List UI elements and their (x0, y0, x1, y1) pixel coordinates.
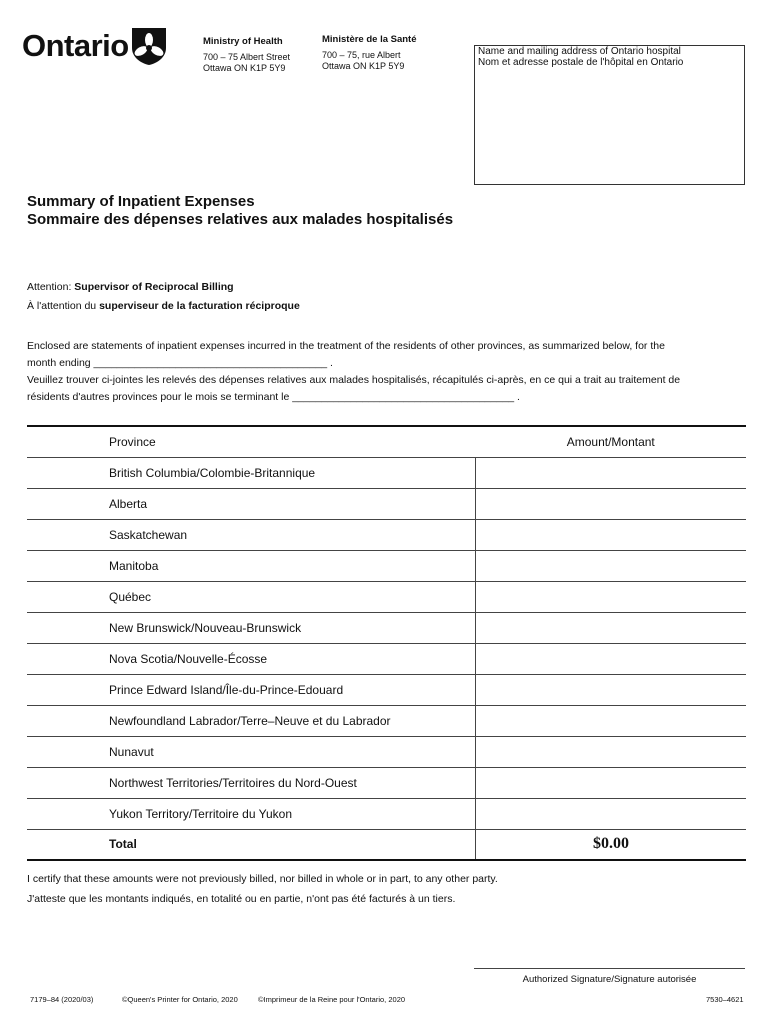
ministry-en-block (203, 36, 290, 74)
table-row (27, 519, 746, 550)
total-value: $0.00 (476, 829, 747, 860)
body-en-line1: Enclosed are statements of inpatient expenses incurred in the treatment of the residents of other provinces, as summarized below, for the (27, 340, 665, 352)
attention-en-prefix: Attention: (27, 281, 75, 293)
ministry-fr-address-1: 700 – 75, rue Albert (322, 50, 401, 60)
table-row (27, 488, 746, 519)
table-row (27, 736, 746, 767)
table-row (27, 674, 746, 705)
amount-field[interactable] (476, 488, 747, 519)
province-label: Nova Scotia/Nouvelle-Écosse (27, 643, 476, 674)
trillium-logo-icon (128, 24, 170, 66)
province-label: Québec (27, 581, 476, 612)
province-label: British Columbia/Colombie-Britannique (27, 457, 476, 488)
amount-field[interactable] (476, 674, 747, 705)
province-label: Northwest Territories/Territoires du Nord-Ouest (27, 767, 476, 798)
amount-field[interactable] (476, 705, 747, 736)
address-box-label-fr: Nom et adresse postale de l'hôpital en Ontario (478, 57, 684, 68)
table-row (27, 550, 746, 581)
table-row (27, 705, 746, 736)
body-text-fr (27, 372, 743, 406)
amount-field[interactable] (476, 519, 747, 550)
month-end-field-fr[interactable]: résidents d'autres provinces pour le mois se terminant le ______________________________________ . (27, 391, 520, 403)
amount-field[interactable] (476, 457, 747, 488)
province-label: Nunavut (27, 736, 476, 767)
table-row (27, 612, 746, 643)
province-label: Alberta (27, 488, 476, 519)
province-label: Yukon Territory/Territoire du Yukon (27, 798, 476, 829)
form-title (27, 193, 453, 229)
signature-label: Authorized Signature/Signature autorisée (522, 974, 697, 985)
province-label: New Brunswick/Nouveau-Brunswick (27, 612, 476, 643)
title-en: Summary of Inpatient Expenses (27, 193, 255, 210)
amount-field[interactable] (476, 581, 747, 612)
attention-en-bold: Supervisor of Reciprocal Billing (74, 281, 234, 293)
ministry-fr-name: Ministère de la Santé (322, 34, 417, 45)
table-row (27, 798, 746, 829)
form-number: 7179–84 (2020/03) (30, 995, 94, 1004)
amount-field[interactable] (476, 550, 747, 581)
certification-en: I certify that these amounts were not previously billed, nor billed in whole or in part, to any other party. (27, 873, 498, 885)
amount-field[interactable] (476, 767, 747, 798)
col-header-province: Province (109, 434, 156, 449)
table-row (27, 767, 746, 798)
table-row (27, 643, 746, 674)
copyright-en: ©Queen's Printer for Ontario, 2020 (122, 995, 238, 1004)
table-header-row (27, 426, 746, 457)
form-code: 7530–4621 (706, 995, 744, 1004)
table-row (27, 457, 746, 488)
province-amount-table (27, 425, 746, 861)
ontario-logo-text: Ontario (22, 28, 129, 63)
signature-field[interactable] (474, 968, 745, 969)
attention-fr-bold: superviseur de la facturation réciproque (99, 300, 300, 312)
amount-field[interactable] (476, 736, 747, 767)
table-row (27, 581, 746, 612)
attention-fr (27, 300, 300, 312)
attention-en (27, 281, 234, 293)
ministry-fr-block (322, 34, 417, 72)
amount-field[interactable] (476, 612, 747, 643)
col-header-amount: Amount/Montant (566, 434, 655, 449)
province-label: Manitoba (27, 550, 476, 581)
ministry-en-address-1: 700 – 75 Albert Street (203, 52, 291, 62)
body-fr-line1: Veuillez trouver ci-jointes les relevés des dépenses relatives aux malades hospitalisés, récapitulés ci-après, en ce qui a trait au traitement de (27, 374, 681, 386)
province-label: Prince Edward Island/Île-du-Prince-Edouard (27, 674, 476, 705)
ministry-en-name: Ministry of Health (203, 36, 283, 47)
address-box-label-en: Name and mailing address of Ontario hospital (478, 46, 681, 57)
amount-field[interactable] (476, 643, 747, 674)
amount-field[interactable] (476, 798, 747, 829)
hospital-address-box[interactable] (474, 45, 745, 185)
attention-fr-prefix: À l'attention du (27, 300, 100, 312)
province-label: Newfoundland Labrador/Terre–Neuve et du Labrador (27, 705, 476, 736)
body-text-en (27, 338, 743, 372)
title-fr: Sommaire des dépenses relatives aux malades hospitalisés (27, 211, 454, 228)
copyright-fr: ©Imprimeur de la Reine pour l'Ontario, 2020 (258, 995, 406, 1004)
total-label: Total (27, 829, 476, 860)
certification-fr: J'atteste que les montants indiqués, en totalité ou en partie, n'ont pas été facturés à un tiers. (27, 893, 456, 905)
month-ending-field[interactable]: month ending ________________________________________ . (27, 357, 333, 369)
ministry-en-address-2: Ottawa ON K1P 5Y9 (203, 63, 286, 73)
province-label: Saskatchewan (27, 519, 476, 550)
ministry-fr-address-2: Ottawa ON K1P 5Y9 (322, 61, 405, 71)
total-row (27, 829, 746, 860)
